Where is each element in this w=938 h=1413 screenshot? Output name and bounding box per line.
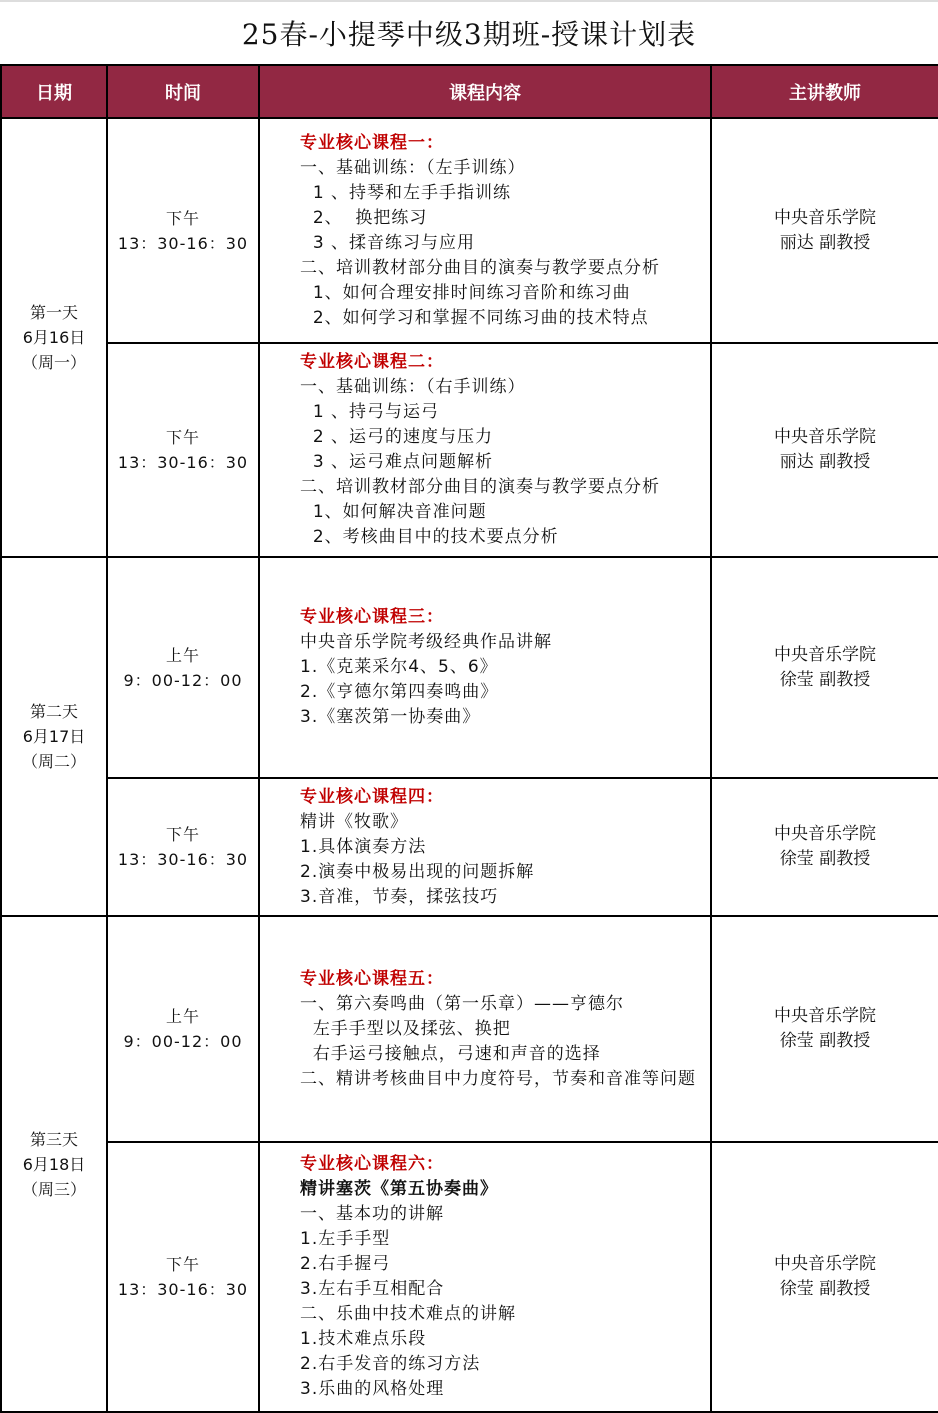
time-cell bbox=[107, 778, 259, 916]
time-cell bbox=[107, 343, 259, 557]
content-line: 3.左右手互相配合 bbox=[300, 1279, 445, 1299]
content-line: 2 、运弓的速度与压力 bbox=[300, 427, 494, 447]
content-cell bbox=[259, 916, 711, 1142]
date-label: 6月16日 bbox=[22, 328, 86, 347]
content-line: 1、如何合理安排时间练习音阶和练习曲 bbox=[300, 282, 631, 303]
content-cell bbox=[259, 778, 711, 916]
header-row bbox=[1, 65, 938, 118]
weekday-label: （周二） bbox=[21, 752, 86, 771]
content-line: 一、基础训练：（左手训练） bbox=[300, 157, 526, 178]
content-line: 右手运弓接触点，弓速和声音的选择 bbox=[300, 1043, 601, 1064]
teacher-org: 中央音乐学院 bbox=[774, 644, 876, 665]
time-range: 13：30-16：30 bbox=[117, 453, 249, 472]
content-cell bbox=[259, 1142, 711, 1412]
table-row bbox=[1, 916, 938, 1142]
content-line: 1 、持弓与运弓 bbox=[300, 402, 440, 422]
period-label: 下午 bbox=[165, 208, 200, 228]
content-line: 中央音乐学院考级经典作品讲解 bbox=[300, 632, 552, 652]
teacher-org: 中央音乐学院 bbox=[774, 1006, 876, 1026]
content-line: 3 、运弓难点问题解析 bbox=[300, 452, 494, 472]
content-line: 二、培训教材部分曲目的演奏与教学要点分析 bbox=[300, 477, 660, 497]
period-label: 下午 bbox=[165, 1255, 200, 1274]
content-line: 一、第六奏鸣曲（第一乐章）——亨德尔 bbox=[300, 993, 624, 1014]
time-cell bbox=[107, 118, 259, 343]
content-line: 2.《亨德尔第四奏鸣曲》 bbox=[300, 682, 499, 702]
teacher-name: 徐莹 副教授 bbox=[779, 1279, 871, 1299]
period-label: 上午 bbox=[165, 1007, 200, 1026]
course-title: 专业核心课程一： bbox=[300, 132, 444, 153]
content-line: 3 、揉音练习与应用 bbox=[300, 232, 476, 253]
date-cell bbox=[1, 916, 107, 1412]
teacher-org: 中央音乐学院 bbox=[774, 1254, 876, 1274]
course-title: 专业核心课程三： bbox=[300, 607, 444, 627]
schedule-table bbox=[0, 64, 938, 1413]
period-label: 上午 bbox=[165, 645, 200, 665]
date-cell bbox=[1, 557, 107, 916]
date-cell bbox=[1, 118, 107, 557]
teacher-org: 中央音乐学院 bbox=[774, 207, 876, 228]
course-title: 专业核心课程五： bbox=[300, 968, 444, 989]
content-line: 3.音准，节奏，揉弦技巧 bbox=[300, 886, 499, 907]
content-line: 精讲《牧歌》 bbox=[300, 811, 408, 832]
table-row bbox=[1, 343, 938, 557]
weekday-label: （周三） bbox=[21, 1179, 86, 1199]
teacher-org: 中央音乐学院 bbox=[774, 824, 876, 844]
content-line: 二、乐曲中技术难点的讲解 bbox=[300, 1304, 516, 1324]
header-teacher: 主讲教师 bbox=[711, 65, 938, 118]
period-label: 下午 bbox=[165, 825, 200, 844]
weekday-label: （周一） bbox=[21, 353, 86, 372]
day-label: 第二天 bbox=[29, 702, 78, 721]
content-line: 1、如何解决音准问题 bbox=[300, 502, 487, 522]
content-line: 左手手型以及揉弦、换把 bbox=[300, 1018, 511, 1039]
content-cell bbox=[259, 557, 711, 778]
content-line: 精讲塞茨《第五协奏曲》 bbox=[300, 1179, 498, 1199]
content-cell bbox=[259, 118, 711, 343]
teacher-cell bbox=[711, 557, 938, 778]
teacher-cell bbox=[711, 343, 938, 557]
content-line: 一、基础训练：（右手训练） bbox=[300, 377, 526, 397]
content-line: 2、如何学习和掌握不同练习曲的技术特点 bbox=[300, 307, 649, 328]
content-line: 1.技术难点乐段 bbox=[300, 1329, 427, 1349]
content-cell bbox=[259, 343, 711, 557]
time-range: 13：30-16：30 bbox=[117, 850, 249, 869]
teacher-name: 丽达 副教授 bbox=[779, 232, 871, 253]
teacher-cell bbox=[711, 1142, 938, 1412]
period-label: 下午 bbox=[165, 428, 200, 447]
table-row bbox=[1, 118, 938, 343]
time-range: 13：30-16：30 bbox=[117, 1280, 249, 1299]
page-title: 25春-小提琴中级3期班-授课计划表 bbox=[0, 0, 938, 64]
teacher-cell bbox=[711, 778, 938, 916]
course-title: 专业核心课程六： bbox=[300, 1154, 444, 1174]
course-title: 专业核心课程二： bbox=[300, 352, 444, 372]
header-content: 课程内容 bbox=[259, 65, 711, 118]
time-range: 13：30-16：30 bbox=[117, 233, 249, 253]
time-range: 9：00-12：00 bbox=[123, 670, 243, 690]
content-line: 2、 换把练习 bbox=[300, 207, 428, 228]
content-line: 一、基本功的讲解 bbox=[300, 1204, 444, 1224]
time-cell bbox=[107, 1142, 259, 1412]
teacher-name: 徐莹 副教授 bbox=[779, 849, 871, 869]
content-line: 二、培训教材部分曲目的演奏与教学要点分析 bbox=[300, 257, 660, 278]
time-cell bbox=[107, 557, 259, 778]
content-line: 3.乐曲的风格处理 bbox=[300, 1379, 445, 1399]
content-line: 1.左手手型 bbox=[300, 1229, 391, 1249]
teacher-org: 中央音乐学院 bbox=[774, 427, 876, 447]
content-line: 1.具体演奏方法 bbox=[300, 836, 427, 857]
content-line: 3.《塞茨第一协奏曲》 bbox=[300, 707, 481, 727]
header-date: 日期 bbox=[1, 65, 107, 118]
teacher-cell bbox=[711, 916, 938, 1142]
content-line: 2.右手握弓 bbox=[300, 1254, 391, 1274]
table-row bbox=[1, 557, 938, 778]
content-line: 1 、持琴和左手手指训练 bbox=[300, 182, 512, 203]
teacher-name: 丽达 副教授 bbox=[779, 452, 871, 472]
day-label: 第三天 bbox=[29, 1129, 78, 1149]
date-label: 6月17日 bbox=[22, 727, 86, 746]
content-line: 二、精讲考核曲目中力度符号，节奏和音准等问题 bbox=[300, 1068, 696, 1089]
course-title: 专业核心课程四： bbox=[300, 786, 444, 807]
table-row bbox=[1, 778, 938, 916]
day-label: 第一天 bbox=[29, 303, 78, 322]
content-line: 2.演奏中极易出现的问题拆解 bbox=[300, 861, 535, 882]
teacher-name: 徐莹 副教授 bbox=[779, 669, 871, 690]
time-range: 9：00-12：00 bbox=[123, 1032, 243, 1051]
header-time: 时间 bbox=[107, 65, 259, 118]
date-label: 6月18日 bbox=[22, 1154, 86, 1174]
table-row bbox=[1, 1142, 938, 1412]
teacher-cell bbox=[711, 118, 938, 343]
content-line: 2、考核曲目中的技术要点分析 bbox=[300, 527, 559, 547]
time-cell bbox=[107, 916, 259, 1142]
teacher-name: 徐莹 副教授 bbox=[779, 1031, 871, 1051]
content-line: 2.右手发音的练习方法 bbox=[300, 1354, 481, 1374]
content-line: 1.《克莱采尔4、5、6》 bbox=[300, 657, 498, 677]
